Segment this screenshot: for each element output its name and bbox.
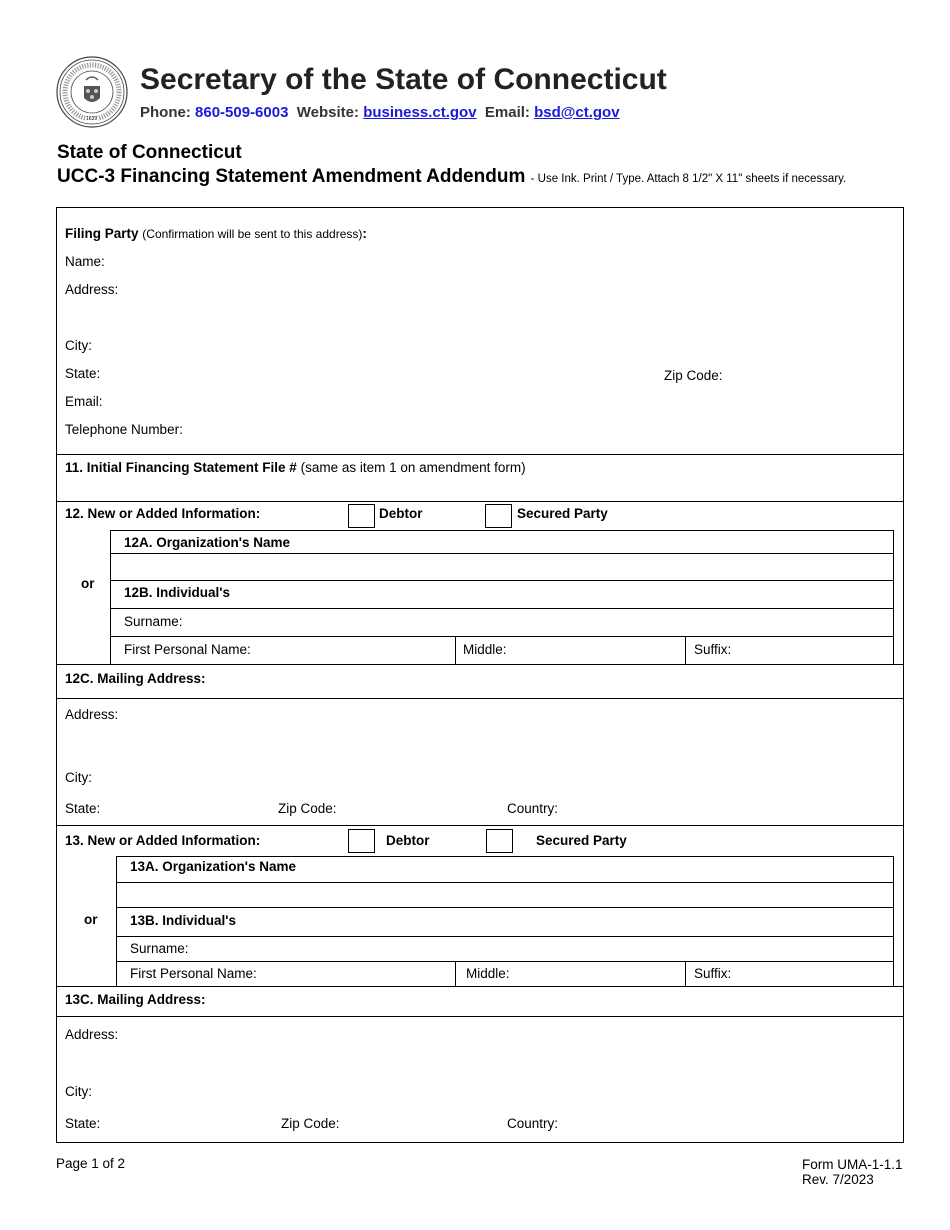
form-title-text: UCC-3 Financing Statement Amendment Addendum (57, 166, 526, 187)
filing-name-field[interactable]: Name: (65, 254, 105, 269)
website-label: Website: (296, 104, 360, 121)
item12c-mailing-label: 12C. Mailing Address: (65, 671, 206, 686)
item12-secured-party-label: Secured Party (517, 506, 608, 521)
item13-or-label: or (84, 912, 98, 927)
filing-state-field[interactable]: State: (65, 366, 101, 381)
divider (56, 986, 904, 987)
item13b-first-name-field[interactable]: First Personal Name: (130, 966, 257, 981)
item13b-suffix-field[interactable]: Suffix: (694, 966, 732, 981)
phone-label: Phone: (140, 104, 191, 121)
table-line (116, 907, 894, 908)
item11-label: 11. Initial Financing Statement File # (65, 460, 297, 475)
item13b-surname-field[interactable]: Surname: (130, 941, 189, 956)
contact-line (140, 104, 620, 121)
table-line (116, 936, 894, 937)
state-heading: State of Connecticut (57, 142, 242, 163)
item12b-suffix-field[interactable]: Suffix: (694, 642, 732, 657)
form-instructions: - Use Ink. Print / Type. Attach 8 1/2" X 11" sheets if necessary. (530, 173, 847, 185)
form-number: Form UMA-1-1.1 (802, 1157, 903, 1172)
item12a-org-name-label: 12A. Organization's Name (124, 535, 291, 550)
divider (56, 501, 904, 502)
table-line (685, 636, 686, 665)
website-link[interactable]: business.ct.gov (363, 104, 477, 121)
divider (56, 664, 904, 665)
divider (56, 825, 904, 826)
table-line (110, 608, 894, 609)
page-title: Secretary of the State of Connecticut (140, 63, 667, 96)
item12b-first-name-field[interactable]: First Personal Name: (124, 642, 251, 657)
table-line (110, 580, 894, 581)
item12b-surname-field[interactable]: Surname: (124, 614, 183, 629)
item12-label: 12. New or Added Information: (65, 506, 261, 521)
item12a-org-name-field[interactable] (111, 554, 893, 580)
item12c-country-field[interactable]: Country: (507, 801, 559, 816)
item12-secured-party-checkbox[interactable] (485, 504, 512, 528)
item13a-org-name-field[interactable] (117, 883, 893, 907)
table-line (116, 961, 894, 962)
item12-debtor-checkbox[interactable] (348, 504, 375, 528)
item13-secured-party-label: Secured Party (536, 833, 627, 848)
filing-zip-field[interactable]: Zip Code: (664, 368, 723, 383)
filing-party-label: Filing Party (65, 226, 139, 241)
table-line (685, 961, 686, 987)
item13-debtor-label: Debtor (386, 833, 430, 848)
filing-city-field[interactable]: City: (65, 338, 92, 353)
filing-party-heading (65, 226, 367, 241)
form-title (57, 166, 846, 188)
filing-party-note: (Confirmation will be sent to this address) (142, 227, 363, 241)
item13a-org-name-label: 13A. Organization's Name (130, 859, 297, 874)
phone-number: 860-509-6003 (195, 104, 289, 121)
table-line (455, 961, 456, 987)
item13-secured-party-checkbox[interactable] (486, 829, 513, 853)
item13c-state-field[interactable]: State: (65, 1116, 101, 1131)
form-revision: Rev. 7/2023 (802, 1172, 874, 1187)
item12c-address-field[interactable]: Address: (65, 707, 119, 722)
filing-telephone-field[interactable]: Telephone Number: (65, 422, 183, 437)
item12c-state-field[interactable]: State: (65, 801, 101, 816)
item13b-middle-field[interactable]: Middle: (466, 966, 510, 981)
filing-party-colon: : (362, 226, 367, 241)
item11-row[interactable] (65, 460, 526, 475)
filing-address-field[interactable]: Address: (65, 282, 119, 297)
item13c-address-field[interactable]: Address: (65, 1027, 119, 1042)
item12b-middle-field[interactable]: Middle: (463, 642, 507, 657)
item13c-country-field[interactable]: Country: (507, 1116, 559, 1131)
item12b-individual-label: 12B. Individual's (124, 585, 230, 600)
item12-or-label: or (81, 576, 95, 591)
item13c-zip-field[interactable]: Zip Code: (281, 1116, 340, 1131)
item13b-individual-label: 13B. Individual's (130, 913, 236, 928)
divider (56, 698, 904, 699)
seal-year: 1639 (86, 116, 98, 122)
item13-label: 13. New or Added Information: (65, 833, 261, 848)
filing-email-field[interactable]: Email: (65, 394, 103, 409)
item13c-city-field[interactable]: City: (65, 1084, 92, 1099)
item13c-mailing-label: 13C. Mailing Address: (65, 992, 206, 1007)
divider (56, 1016, 904, 1017)
item12-debtor-label: Debtor (379, 506, 423, 521)
item12c-city-field[interactable]: City: (65, 770, 92, 785)
page-number: Page 1 of 2 (56, 1156, 126, 1171)
table-line (110, 636, 894, 637)
table-line (455, 636, 456, 665)
email-link[interactable]: bsd@ct.gov (534, 104, 620, 121)
item12c-zip-field[interactable]: Zip Code: (278, 801, 337, 816)
divider (56, 454, 904, 455)
email-label: Email: (484, 104, 530, 121)
item11-note: (same as item 1 on amendment form) (300, 460, 526, 475)
item13-debtor-checkbox[interactable] (348, 829, 375, 853)
